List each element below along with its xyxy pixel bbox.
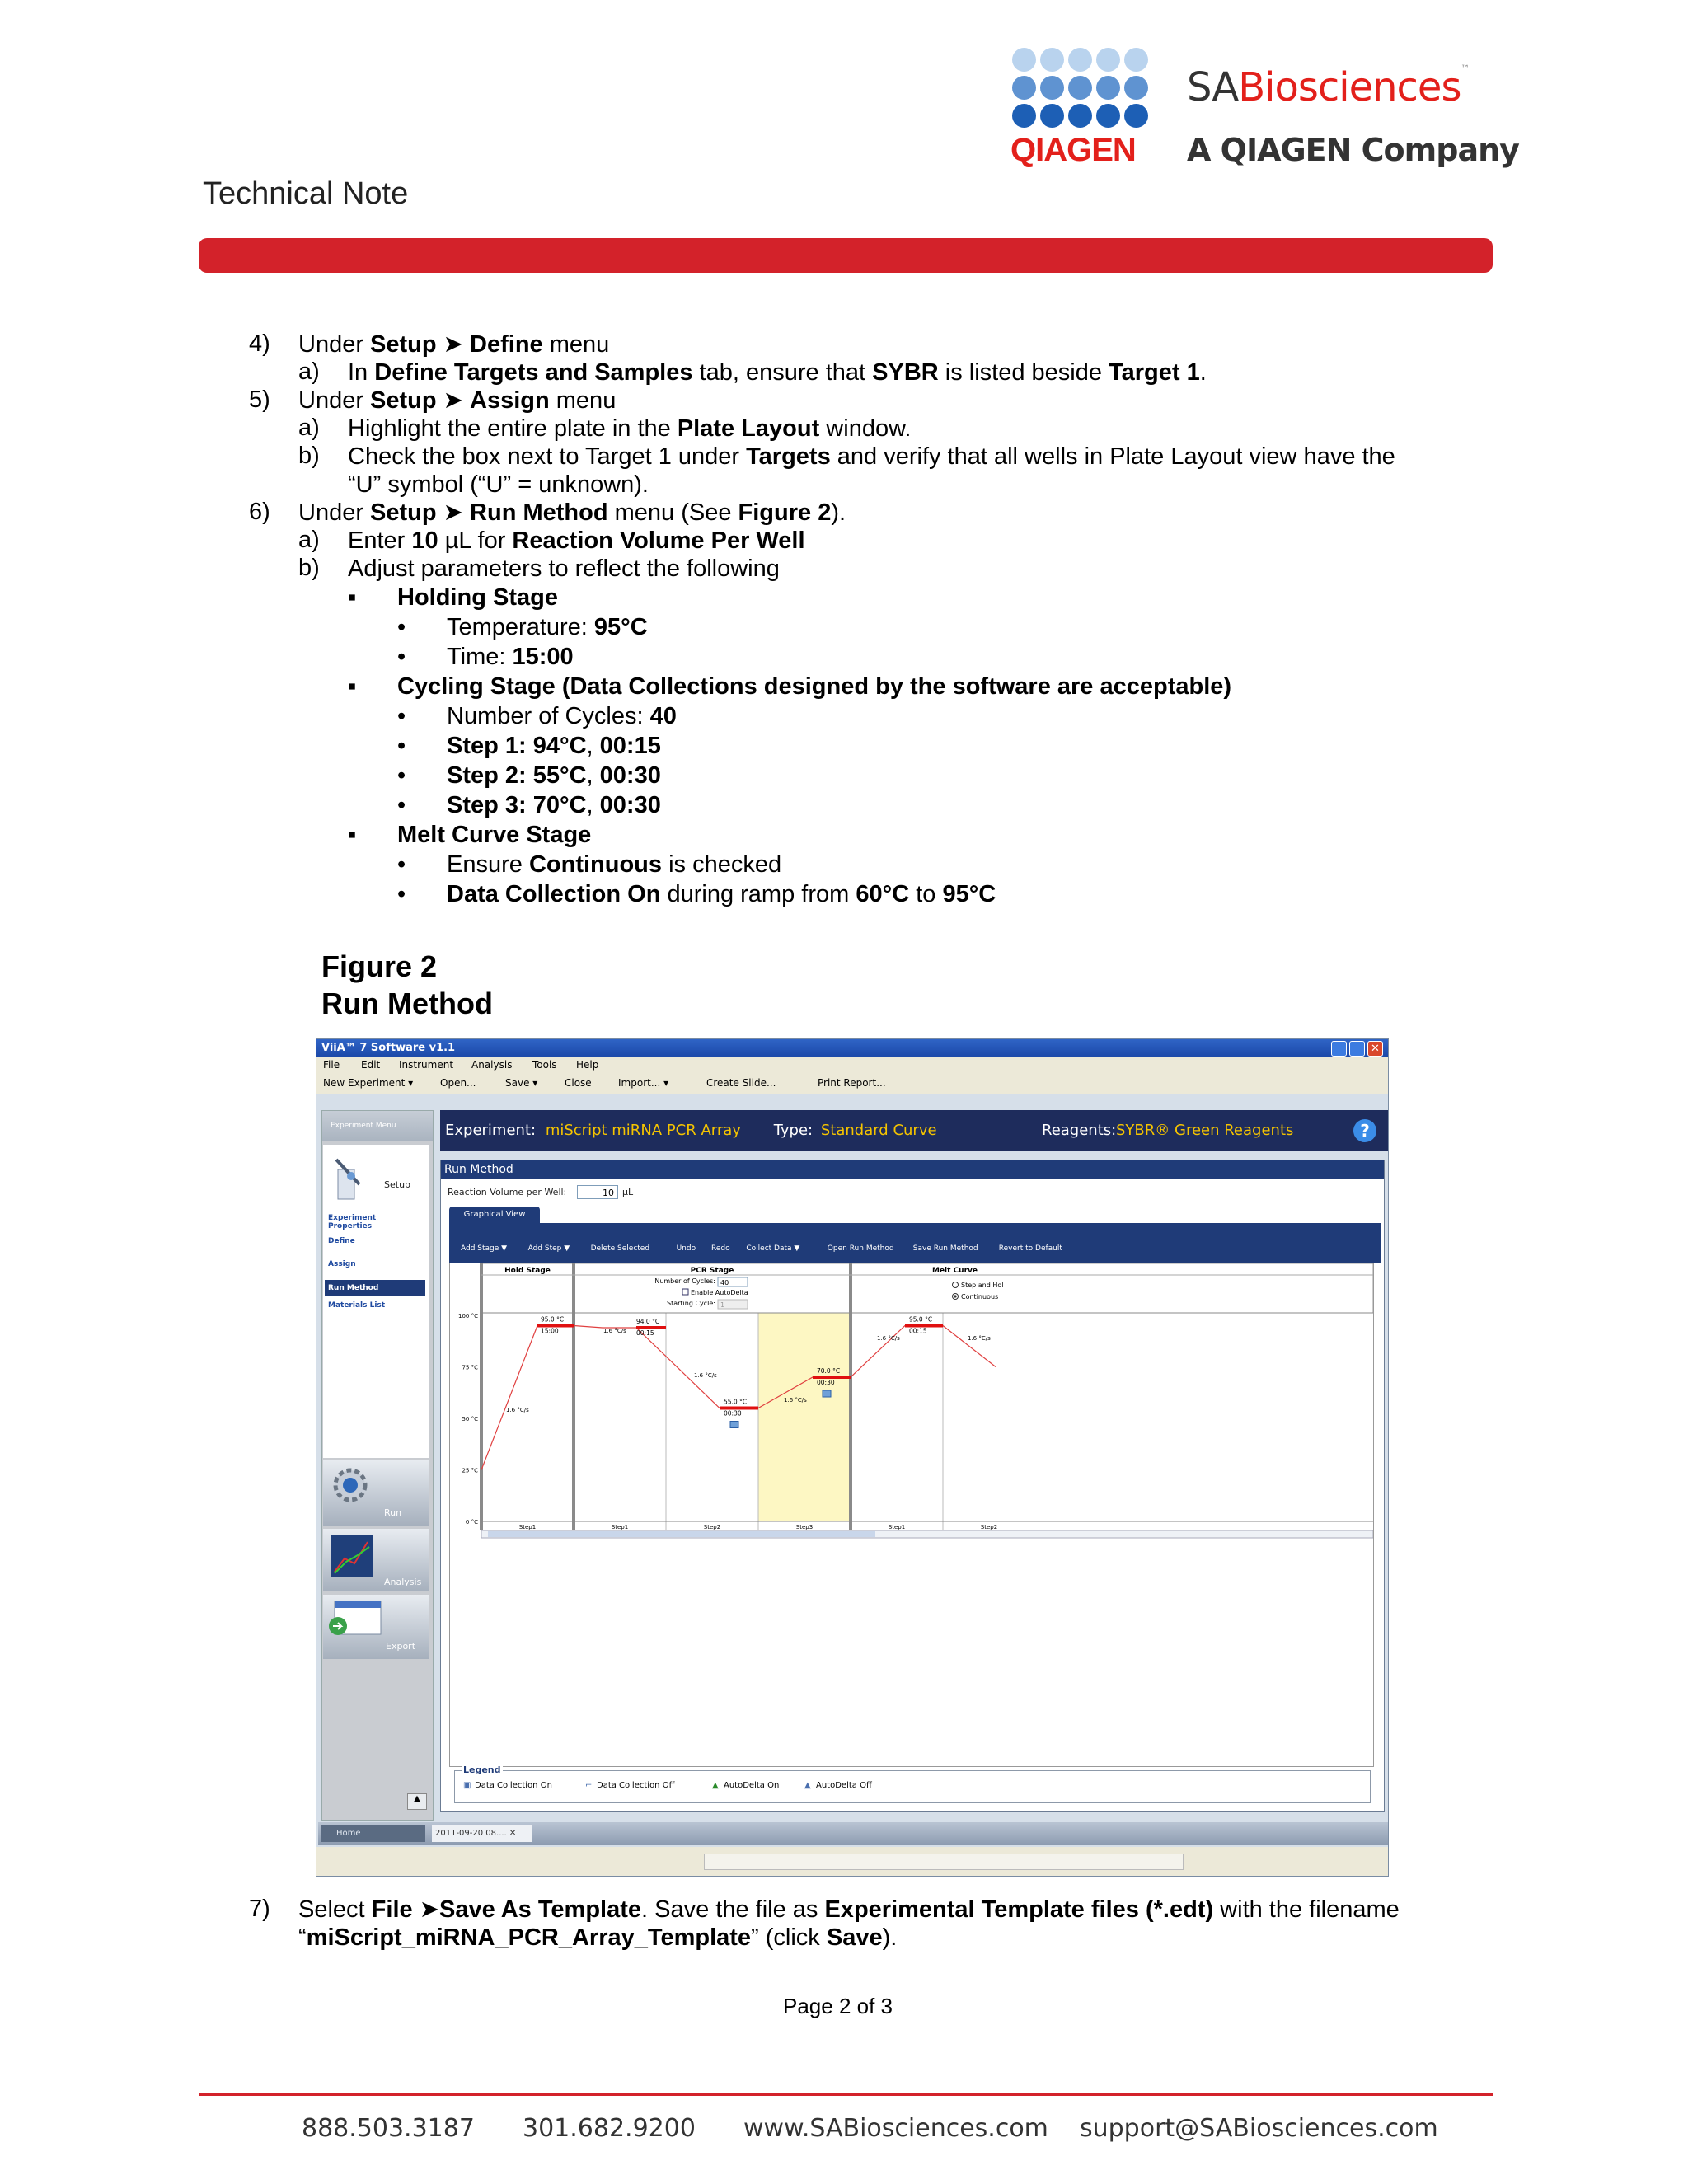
maximize-icon[interactable] [1349,1041,1365,1057]
logo-dot [1096,76,1120,100]
stage-divider [480,1263,483,1530]
nav-item[interactable]: Run Method [325,1280,425,1296]
status-bar [316,1847,1388,1876]
substep-label: b) [298,443,320,469]
experiment-tab-label: 2011-09-20 08.... [435,1829,507,1838]
continuous-label: Continuous [961,1293,999,1301]
ramp-rate: 1.6 °C/s [694,1372,717,1379]
scrollbar-thumb [488,1531,875,1537]
hold-stage-title: Hold Stage [504,1267,551,1275]
step-4a: In Define Targets and Samples tab, ensure that SYBR is listed beside Target 1. [348,359,1207,386]
legend-icon: ▣ [463,1781,471,1790]
logo-dot [1124,104,1148,128]
data-collection-icon [730,1422,738,1428]
bullet: • [397,703,406,729]
reaction-volume-label: Reaction Volume per Well: [448,1187,567,1197]
step-time: 00:15 [636,1329,654,1337]
selected-step-highlight [758,1313,851,1521]
qiagen-logo-dots [1012,48,1152,134]
step-label: Step1 [888,1524,906,1530]
step-temperature: 55.0 °C [724,1398,748,1406]
stage-divider [849,1263,852,1530]
number-of-cycles: Number of Cycles: 40 [447,703,677,729]
y-tick-label: 0 °C [465,1519,478,1526]
window-titlebar [316,1039,1388,1057]
company-tagline: A QIAGEN Company [1187,132,1519,168]
step-5b: Check the box next to Target 1 under Targets and verify that all wells in Plate Layout view have the [348,443,1395,470]
method-toolbar-button[interactable]: Revert to Default [998,1244,1062,1253]
nav-export-button[interactable] [323,1595,429,1659]
taskbar [318,1822,1388,1845]
step-5b-cont: “U” symbol (“U” = unknown). [348,471,649,498]
cycle-step-1: Step 1: 94°C, 00:15 [447,733,661,759]
step-temperature: 95.0 °C [541,1315,565,1324]
step-number: 4) [249,330,270,357]
stage-divider [572,1263,575,1530]
footer-line [199,2093,1493,2096]
nav-setup[interactable]: Setup [384,1179,411,1190]
bullet: • [397,614,406,640]
toolbar-button[interactable]: Create Slide... [706,1077,776,1089]
step-label: Step2 [703,1524,721,1530]
logo-dot [1012,48,1036,72]
step-5a: Highlight the entire plate in the Plate Layout window. [348,415,912,442]
method-toolbar-button[interactable]: Add Step ▼ [528,1244,570,1253]
y-tick-label: 50 °C [462,1416,478,1422]
reaction-volume-unit: µL [622,1187,634,1197]
melt-data-collection: Data Collection On during ramp from 60°C to 95°C [447,881,996,907]
logo-dot [1040,76,1064,100]
home-tab[interactable]: Home [321,1825,425,1842]
logo-dot [1096,104,1120,128]
nav-run-label: Run [384,1507,402,1518]
step-time: 00:15 [909,1327,927,1335]
step-7: Select File ➤Save As Template. Save the file as Experimental Template files (*.edt) with the filename [298,1896,1400,1923]
nav-export-label: Export [386,1641,416,1652]
step-label: Step3 [795,1524,814,1530]
experiment-label: Experiment: [445,1122,537,1139]
step-time: 00:30 [724,1409,742,1418]
gear-icon [330,1465,371,1506]
document-type: Technical Note [203,176,409,211]
logo-dot [1040,48,1064,72]
menu-item[interactable]: File [323,1059,340,1071]
analysis-chart-icon [330,1534,374,1578]
step-time: 15:00 [541,1327,559,1335]
logo-dot [1096,48,1120,72]
experiment-menu-header: Experiment Menu [322,1111,433,1141]
autodelta-label: Enable AutoDelta [691,1289,748,1296]
footer-website[interactable]: www.SABiosciences.com [743,2114,1048,2143]
bullet: • [397,792,406,818]
method-toolbar-button[interactable]: Redo [711,1244,730,1253]
toolbar-button[interactable]: Save ▾ [505,1077,538,1089]
legend-icon: ▲ [712,1781,719,1790]
run-method-graph [449,1263,1374,1767]
footer-phone-2: 301.682.9200 [523,2114,696,2143]
toolbar-button[interactable]: Open... [440,1077,476,1089]
continuous-radio-dot [954,1295,956,1297]
reagents-label: Reagents: [1042,1122,1117,1139]
reaction-volume-input[interactable]: 10 [577,1185,618,1199]
legend-title: Legend [463,1765,501,1775]
export-table-icon [326,1598,384,1639]
step-temperature: 70.0 °C [817,1367,841,1375]
qiagen-logo: QIAGEN [1010,132,1136,168]
method-toolbar-button[interactable]: Delete Selected [590,1244,650,1253]
type-label: Type: [773,1122,814,1139]
logo-dot [1068,48,1092,72]
ramp-rate: 1.6 °C/s [784,1397,807,1404]
legend [454,1765,1371,1803]
hold-temperature: Temperature: 95°C [447,614,648,640]
type-value: Standard Curve [820,1122,937,1139]
step-label: Step2 [980,1524,998,1530]
substep-label: a) [298,527,320,553]
window-title: ViiA™ 7 Software v1.1 [321,1042,456,1054]
toolbar-button[interactable]: Close [565,1077,592,1089]
legend-item: Data Collection Off [597,1781,675,1790]
ramp-rate: 1.6 °C/s [877,1335,900,1342]
step-7-cont: “miScript_miRNA_PCR_Array_Template” (click Save). [298,1924,898,1951]
data-collection-icon [823,1390,831,1397]
logo-dot [1068,104,1092,128]
legend-item: AutoDelta On [724,1781,780,1790]
square-bullet: ▪ [348,584,357,611]
square-bullet: ▪ [348,673,357,700]
close-tab-icon[interactable]: ✕ [509,1829,517,1838]
toolbar-button[interactable]: Print Report... [818,1077,886,1089]
step-6b: Adjust parameters to reflect the following [348,555,780,582]
logo-dot [1124,76,1148,100]
nav-collapse-arrow-icon[interactable]: ▲ [407,1793,427,1810]
cycling-stage: Cycling Stage (Data Collections designed by the software are acceptable) [397,673,1232,700]
cycles-label: Number of Cycles: [654,1277,715,1285]
setup-icon [330,1153,379,1202]
step-6: Under Setup ➤ Run Method menu (See Figure 2). [298,499,846,526]
legend-item: AutoDelta Off [816,1781,872,1790]
menu-item[interactable]: Analysis [471,1059,513,1071]
holding-stage: Holding Stage [397,584,558,611]
logo-dot [1124,48,1148,72]
stage-header-area [481,1263,1373,1313]
substep-label: b) [298,555,320,581]
y-tick-label: 25 °C [462,1467,478,1474]
method-toolbar-button[interactable]: Undo [676,1244,696,1253]
bullet: • [397,733,406,759]
step-6a: Enter 10 µL for Reaction Volume Per Well [348,527,805,554]
tab-graphical-view[interactable]: Graphical View [449,1207,540,1223]
ramp-rate: 1.6 °C/s [506,1407,529,1413]
legend-icon: ▲ [804,1781,811,1790]
nav-item[interactable]: Assign [328,1260,356,1268]
nav-item[interactable]: Materials List [328,1301,386,1310]
minimize-icon[interactable] [1331,1041,1347,1057]
cycles-value: 40 [720,1279,729,1286]
substep-label: a) [298,359,320,385]
step-and-hold-label: Step and Hol [961,1282,1004,1289]
step-temperature: 95.0 °C [909,1315,933,1324]
menu-item[interactable]: Tools [532,1059,557,1071]
ramp-rate: 1.6 °C/s [968,1335,991,1342]
main-toolbar [316,1072,1388,1094]
y-tick-label: 100 °C [458,1313,478,1319]
autodelta-checkbox [682,1289,688,1295]
nav-item[interactable]: Experiment Properties [328,1214,377,1230]
step-time: 00:30 [817,1379,835,1386]
software-screenshot [316,1038,1389,1877]
melt-continuous: Ensure Continuous is checked [447,851,782,878]
menu-item[interactable]: Instrument [399,1059,454,1071]
menu-item[interactable]: Edit [361,1059,381,1071]
method-toolbar [449,1223,1381,1263]
bullet: • [397,762,406,789]
legend-icon: ⌐ [585,1781,593,1790]
figure-subtitle: Run Method [321,987,493,1020]
step-5: Under Setup ➤ Assign menu [298,387,617,414]
step-number: 6) [249,499,270,525]
toolbar-button[interactable]: New Experiment ▾ [323,1077,414,1089]
experiment-name: miScript miRNA PCR Array [545,1122,741,1139]
method-toolbar-button[interactable]: Open Run Method [827,1244,894,1253]
nav-run-button[interactable] [323,1460,429,1526]
status-field [704,1854,1184,1870]
toolbar-button[interactable]: Import... ▾ [618,1077,669,1089]
step-number: 7) [249,1896,270,1922]
sabiosciences-logo: SABiosciences™ [1187,64,1469,110]
footer-email[interactable]: support@SABiosciences.com [1080,2114,1438,2143]
step-label: Step1 [518,1524,537,1530]
bullet: • [397,851,406,878]
logo-dot [1012,104,1036,128]
y-tick-label: 75 °C [462,1364,478,1371]
logo-dot [1040,104,1064,128]
experiment-tab[interactable] [432,1825,532,1842]
pcr-stage-title: PCR Stage [690,1267,734,1275]
step-number: 5) [249,387,270,413]
starting-cycle-label: Starting Cycle: [666,1300,715,1307]
menu-bar [316,1057,1388,1072]
substep-label: a) [298,415,320,441]
step-4: Under Setup ➤ Define menu [298,331,610,358]
starting-cycle-value: 1 [720,1301,725,1309]
step-temperature: 94.0 °C [636,1318,660,1325]
experiment-header [440,1110,1388,1151]
setup-nav [323,1145,429,1458]
reagents-value: SYBR® Green Reagents [1116,1122,1294,1139]
header-bar [199,238,1493,273]
melt-stage-title: Melt Curve [931,1267,978,1275]
hold-time: Time: 15:00 [447,644,574,670]
ramp-rate: 1.6 °C/s [603,1328,626,1334]
bullet: • [397,644,406,670]
cycle-step-3: Step 3: 70°C, 00:30 [447,792,661,818]
figure-title: Figure 2 [321,949,438,983]
nav-analysis-button[interactable] [323,1529,429,1591]
legend-item: Data Collection On [475,1781,552,1790]
method-toolbar-button[interactable]: Collect Data ▼ [746,1244,800,1253]
cycle-step-2: Step 2: 55°C, 00:30 [447,762,661,789]
close-icon[interactable]: ✕ [1367,1041,1383,1057]
menu-item[interactable]: Help [576,1059,599,1071]
melt-curve-stage: Melt Curve Stage [397,822,592,848]
run-method-title: Run Method [441,1160,1384,1179]
nav-analysis-label: Analysis [384,1577,422,1587]
logo-dot [1012,76,1036,100]
run-method-panel [440,1160,1385,1812]
method-toolbar-button[interactable]: Add Stage ▼ [461,1244,508,1253]
help-icon[interactable]: ? [1353,1119,1376,1142]
step-and-hold-radio [953,1282,959,1288]
square-bullet: ▪ [348,822,357,848]
method-toolbar-button[interactable]: Save Run Method [912,1244,978,1253]
nav-item[interactable]: Define [328,1237,355,1245]
step-label: Step1 [611,1524,629,1530]
footer-phone-1: 888.503.3187 [302,2114,475,2143]
page-number: Page 2 of 3 [783,1994,893,2018]
logo-dot [1068,76,1092,100]
bullet: • [397,881,406,907]
